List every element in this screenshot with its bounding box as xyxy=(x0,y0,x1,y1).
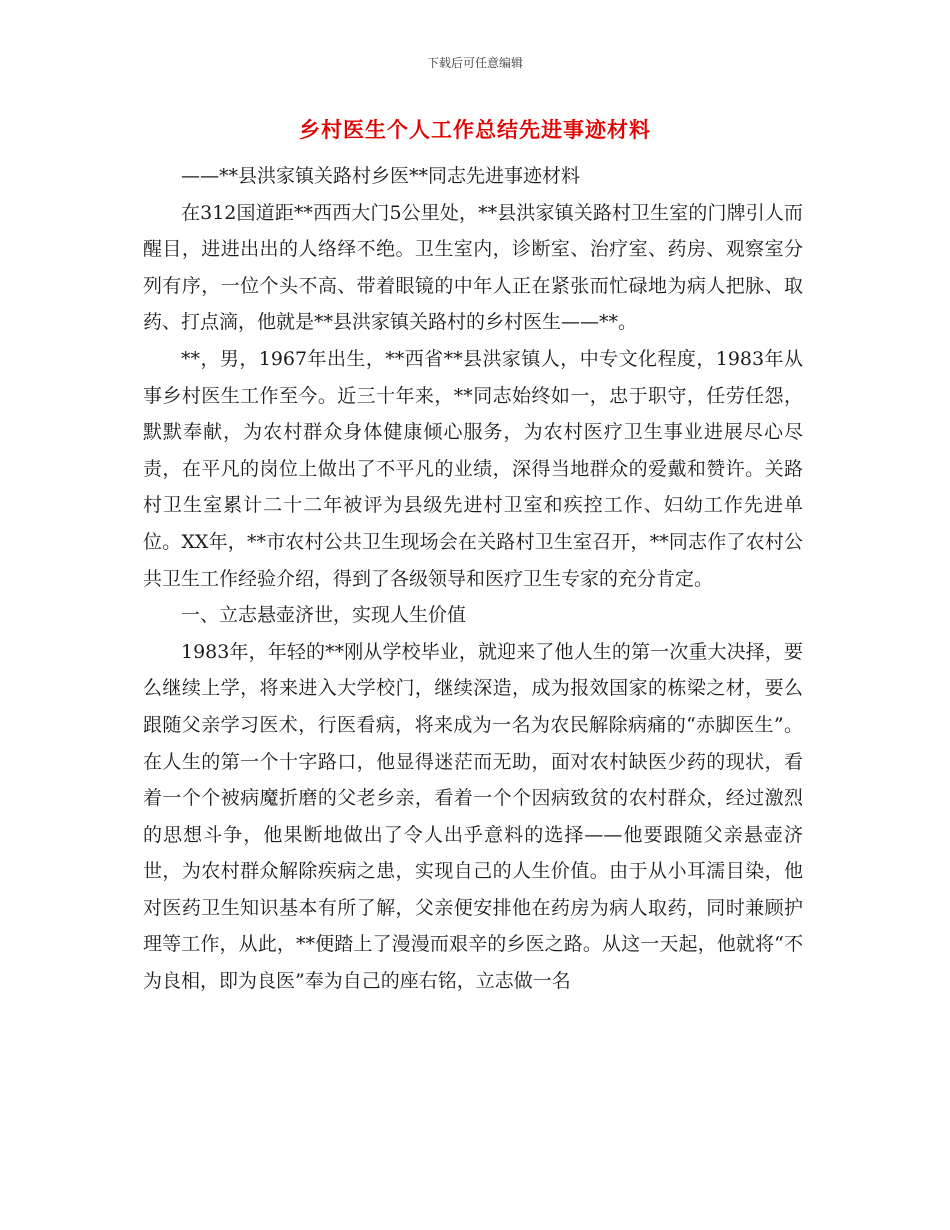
paragraph-section-1: 1983年，年轻的**刚从学校毕业，就迎来了他人生的第一次重大决择，要么继续上学，将来进入大学校门，继续深造，成为报效国家的栋梁之材，要么跟随父亲学习医术，行医看病，将来成为一名为农民解除病痛的“赤脚医生”。在人生的第一个十字路口，他显得迷茫而无助，面对农村缺医少药的现状，看着一个个被病魔折磨的父老乡亲，看着一个个因病致贫的农村群众，经过激烈的思想斗争，他果断地做出了令人出乎意料的选择——他要跟随父亲悬壶济世，为农村群众解除疾病之患，实现自己的人生价值。由于从小耳濡目染，他对医药卫生知识基本有所了解，父亲便安排他在药房为病人取药，同时兼顾护理等工作，从此，**便踏上了漫漫而艰辛的乡医之路。从这一天起，他就将“不为良相，即为良医”奉为自己的座右铭，立志做一名 xyxy=(143,640,803,993)
document-title: 乡村医生个人工作总结先进事迹材料 xyxy=(299,118,651,142)
document-body xyxy=(143,158,803,1000)
section-heading-1: 一、立志悬壶济世，实现人生价值 xyxy=(181,604,467,627)
page-header-note: 下载后可任意编辑 xyxy=(426,56,523,70)
document-subtitle: ——**县洪家镇关路村乡医**同志先进事迹材料 xyxy=(181,165,581,187)
paragraph-intro: 在312国道距**西西大门5公里处，**县洪家镇关路村卫生室的门牌引人而醒目，进进出出的人络绎不绝。卫生室内，诊断室、治疗室、药房、观察室分列有序，一位个头不高、带着眼镜的中年人正在紧张而忙碌地为病人把脉、取药、打点滴，他就是**县洪家镇关路村的乡村医生——**。 xyxy=(143,201,803,334)
paragraph-profile: **，男，1967年出生，**西省**县洪家镇人，中专文化程度，1983年从事乡村医生工作至今。近三十年来，**同志始终如一，忠于职守，任劳任怨，默默奉献，为农村群众身体健康倾心服务，为农村医疗卫生事业进展尽心尽责，在平凡的岗位上做出了不平凡的业绩，深得当地群众的爱戴和赞许。关路村卫生室累计二十二年被评为县级先进村卫室和疾控工作、妇幼工作先进单位。XX年，**市农村公共卫生现场会在关路村卫生室召开，**同志作了农村公共卫生工作经验介绍，得到了各级领导和医疗卫生专家的充分肯定。 xyxy=(143,347,803,590)
